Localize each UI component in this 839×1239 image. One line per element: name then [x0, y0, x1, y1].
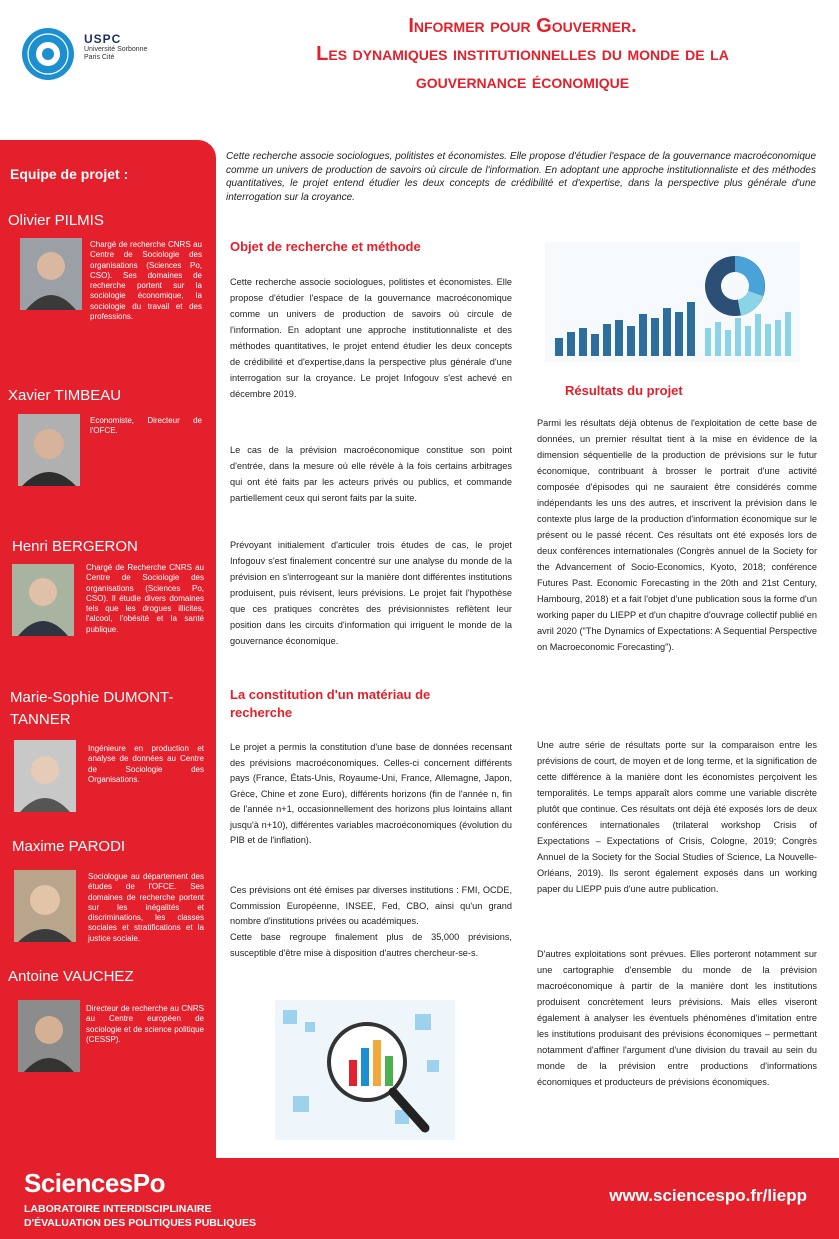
member-desc: Ingénieure en production et analyse de données au Centre de Sociologie des Organisations.	[88, 744, 204, 784]
member-desc: Chargé de recherche CNRS au Centre de Sociologie des organisations (Sciences Po, CSO). Ses domaines de recherche portent sur la sociologie économique, la sociologie du travail et des professions.	[90, 240, 202, 322]
member-photo	[18, 1000, 80, 1072]
member-desc: Chargé de Recherche CNRS au Centre de Sociologie des organisations (Sciences Po, CSO). Il étudie divers domaines tels que les drogues illicites, l'alcool, l'obésité et la santé publique.	[86, 563, 204, 634]
person-icon	[18, 414, 80, 486]
member-name: Marie-Sophie DUMONT-TANNER	[10, 689, 174, 728]
uspc-logo-sub2: Paris Cité	[84, 54, 115, 61]
section-title-line-1: La constitution d'un matériau de	[230, 687, 431, 702]
title-line-1: Informer pour Gouverner.	[408, 15, 637, 37]
team-sidebar	[0, 140, 216, 1158]
magnifying-glass-illustration	[275, 1000, 455, 1140]
section-paragraph: Cette base regroupe finalement plus de 35,000 prévisions, susceptible d'être mise à disposition d'autres chercheur-se-s.	[230, 932, 512, 958]
person-icon	[12, 564, 74, 636]
section-paragraph: Le projet a permis la constitution d'une base de données recensant des prévisions macroéconomiques. Celles-ci concernent différents pays (France, États-Unis, Royaume-Uni, France, Allemagne, Japon, Grèce, Chine et zone Euro), différents horizons (fin de l'année n, fin de l'année n+1, occasionnellement des horizons plus lointains allant jusqu'à n+10), différentes variables macroéconomiques (évolution du PIB et de l'inflation).	[230, 742, 512, 845]
chart-illustration	[545, 242, 800, 362]
member-photo	[14, 870, 76, 942]
member-name: Antoine VAUCHEZ	[8, 968, 134, 985]
member-photo	[12, 564, 74, 636]
member-photo	[14, 740, 76, 812]
member-photo	[18, 414, 80, 486]
member-desc: Sociologue au département des études de l'OFCE. Ses domaines de recherche portent sur les inégalités et discriminations, les classes sociales et stratifications et la justice sociale.	[88, 872, 204, 943]
section-paragraph: Cette recherche associe sociologues, politistes et économistes. Elle propose d'étudier l'espace de la gouvernance macroéconomique comme un univers de production de savoirs où circule de l'information. En adoptant une approche institutionnaliste et des méthodes quantitatives, le projet entend étudier les deux concepts de crédibilité et d'expertise,dans la perspective plus générale d'une interrogation sur la croyance. Le projet Infogouv s'est achevé en décembre 2019.	[230, 277, 512, 399]
member-photo	[20, 238, 82, 310]
lab-name-line-2: D'ÉVALUATION DES POLITIQUES PUBLIQUES	[24, 1217, 256, 1229]
section-paragraph: Ces prévisions ont été émises par diverses institutions : FMI, OCDE, Commission Européenne, INSEE, Fed, CBO, ainsi qu'un grand nombre d'institutions privées ou académiques.	[230, 885, 512, 926]
person-icon	[20, 238, 82, 310]
member-name: Olivier PILMIS	[8, 212, 104, 229]
team-title: Equipe de projet :	[10, 166, 129, 182]
section-paragraph: Prévoyant initialement d'articuler trois études de cas, le projet Infogouv s'est finalement concentré sur une analyse du monde de la prévision en s'interrogeant sur la manière dont différentes institutions produisent, puis révisent, leurs prévisions. Le projet fait l'hypothèse que ces pratiques concrètes des prévisionnistes reflètent leur position dans les circuits d'information qui irriguent le monde de la gouvernance économique.	[230, 540, 512, 646]
member-name: Henri BERGERON	[12, 538, 138, 555]
idex-logo	[22, 28, 74, 80]
member-desc: Economiste, Directeur de l'OFCE.	[90, 416, 202, 436]
section-paragraph: Le cas de la prévision macroéconomique constitue son point d'entrée, dans la mesure où elle révèle à la fois certains arbitrages qui ont été faits par les acteurs privés ou publics, et commande partiellement ceux qui seront faits par la suite.	[230, 445, 512, 503]
uspc-logo-sub1: Université Sorbonne	[84, 46, 148, 53]
magnifying-glass-icon	[275, 1000, 455, 1140]
section-paragraph: Une autre série de résultats porte sur la comparaison entre les prévisions de court, de moyen et de long terme, et la signification de cette différence à la manière dont les économistes perçoivent les temporalités. Le temps apparaît alors comme une variable discrète plutôt que continue. Ces résultats ont déjà été exposés lors de deux conférences internationales (trilateral workshop Crisis of Expectations – Expectations of Crisis, Cologne, 2019; Congrès Annuel de la Society for the Social Studies of Science, La Nouvelle-Orléans, 2019). Ils seront également exposés dans un working paper du LIEPP puis d'une autre publication.	[537, 740, 817, 894]
sciencespo-logo: SciencesPo	[24, 1168, 165, 1198]
person-icon	[14, 870, 76, 942]
section-paragraph: Parmi les résultats déjà obtenus de l'exploitation de cette base de données, un premier résultat tient à la mise en évidence de la dimension séquentielle de la production de prévisions sur le futur économique, contribuant à brosser le portrait d'une activité composée d'épisodes qui ne sauraient être considérés comme indépendants les uns des autres, et inscrivent la prévision dans le contexte plus large de la production d'information économique sur le présent ou le passé récent. Ces résultats ont été exposés lors de deux conférences internationales (Congrès annuel de la Society for the Advancement of Socio-Economics, Kyoto, 2018; conférence Futures Past. Economic Forecasting in the 20th and 21st Century, Hambourg, 2018) et a fait l'objet d'une publication sous la forme d'un working paper du LIEPP et d'un chapitre d'ouvrage collectif publié en avril 2020 ("The Dynamics of Expectations: A Sequential Perspective on Macroeconomic Forecasting").	[537, 418, 817, 652]
page-title	[215, 12, 830, 96]
member-name: Maxime PARODI	[12, 838, 126, 855]
section-title-line-2: recherche	[230, 705, 293, 720]
section-title: Résultats du projet	[565, 383, 683, 398]
title-line-3: gouvernance économique	[415, 71, 630, 93]
section-paragraph: D'autres exploitations sont prévues. Elles porteront notamment sur une cartographie d'ensemble du monde de la prévision macroéconomique à partir de la manière dont les institutions produisent concrètement leurs prévisions. Mais elles viseront également à analyser les éventuels phénomènes d'imitation entre les institutions produisant des prévisions économiques – permettant notamment d'affiner l'argument d'une division du travail au sein du monde de la prévision entre productions d'informations économiques et producteurs de prévisions économiques.	[537, 949, 817, 1087]
lab-name-line-1: LABORATOIRE INTERDISCIPLINAIRE	[24, 1203, 212, 1215]
intro-text: Cette recherche associe sociologues, politistes et économistes. Elle propose d'étudier l'espace de la gouvernance macroéconomique comme un univers de production de savoirs où circule de l'information. En adoptant une approche institutionnaliste et des méthodes quantitatives, le projet entend étudier les deux concepts de crédibilité et d'expertise, dans la perspective plus générale d'une interrogation sur la croyance.	[226, 151, 816, 203]
person-icon	[14, 740, 76, 812]
title-line-2: Les dynamiques institutionnelles du monde de la	[316, 43, 729, 65]
section-title: Objet de recherche et méthode	[230, 239, 421, 254]
bar-chart-icon	[545, 242, 800, 362]
uspc-logo	[84, 32, 164, 62]
section-title	[230, 686, 430, 722]
idex-logo-icon	[26, 32, 70, 76]
person-icon	[18, 1000, 80, 1072]
member-desc: Directeur de recherche au CNRS au Centre européen de sociologie et de science politique (CESSP).	[86, 1004, 204, 1044]
poster-header	[0, 0, 839, 140]
website-link[interactable]: www.sciencespo.fr/liepp	[609, 1186, 807, 1205]
member-name: Xavier TIMBEAU	[8, 387, 122, 404]
footer	[0, 1158, 839, 1239]
uspc-logo-mark: USPC	[84, 32, 122, 46]
